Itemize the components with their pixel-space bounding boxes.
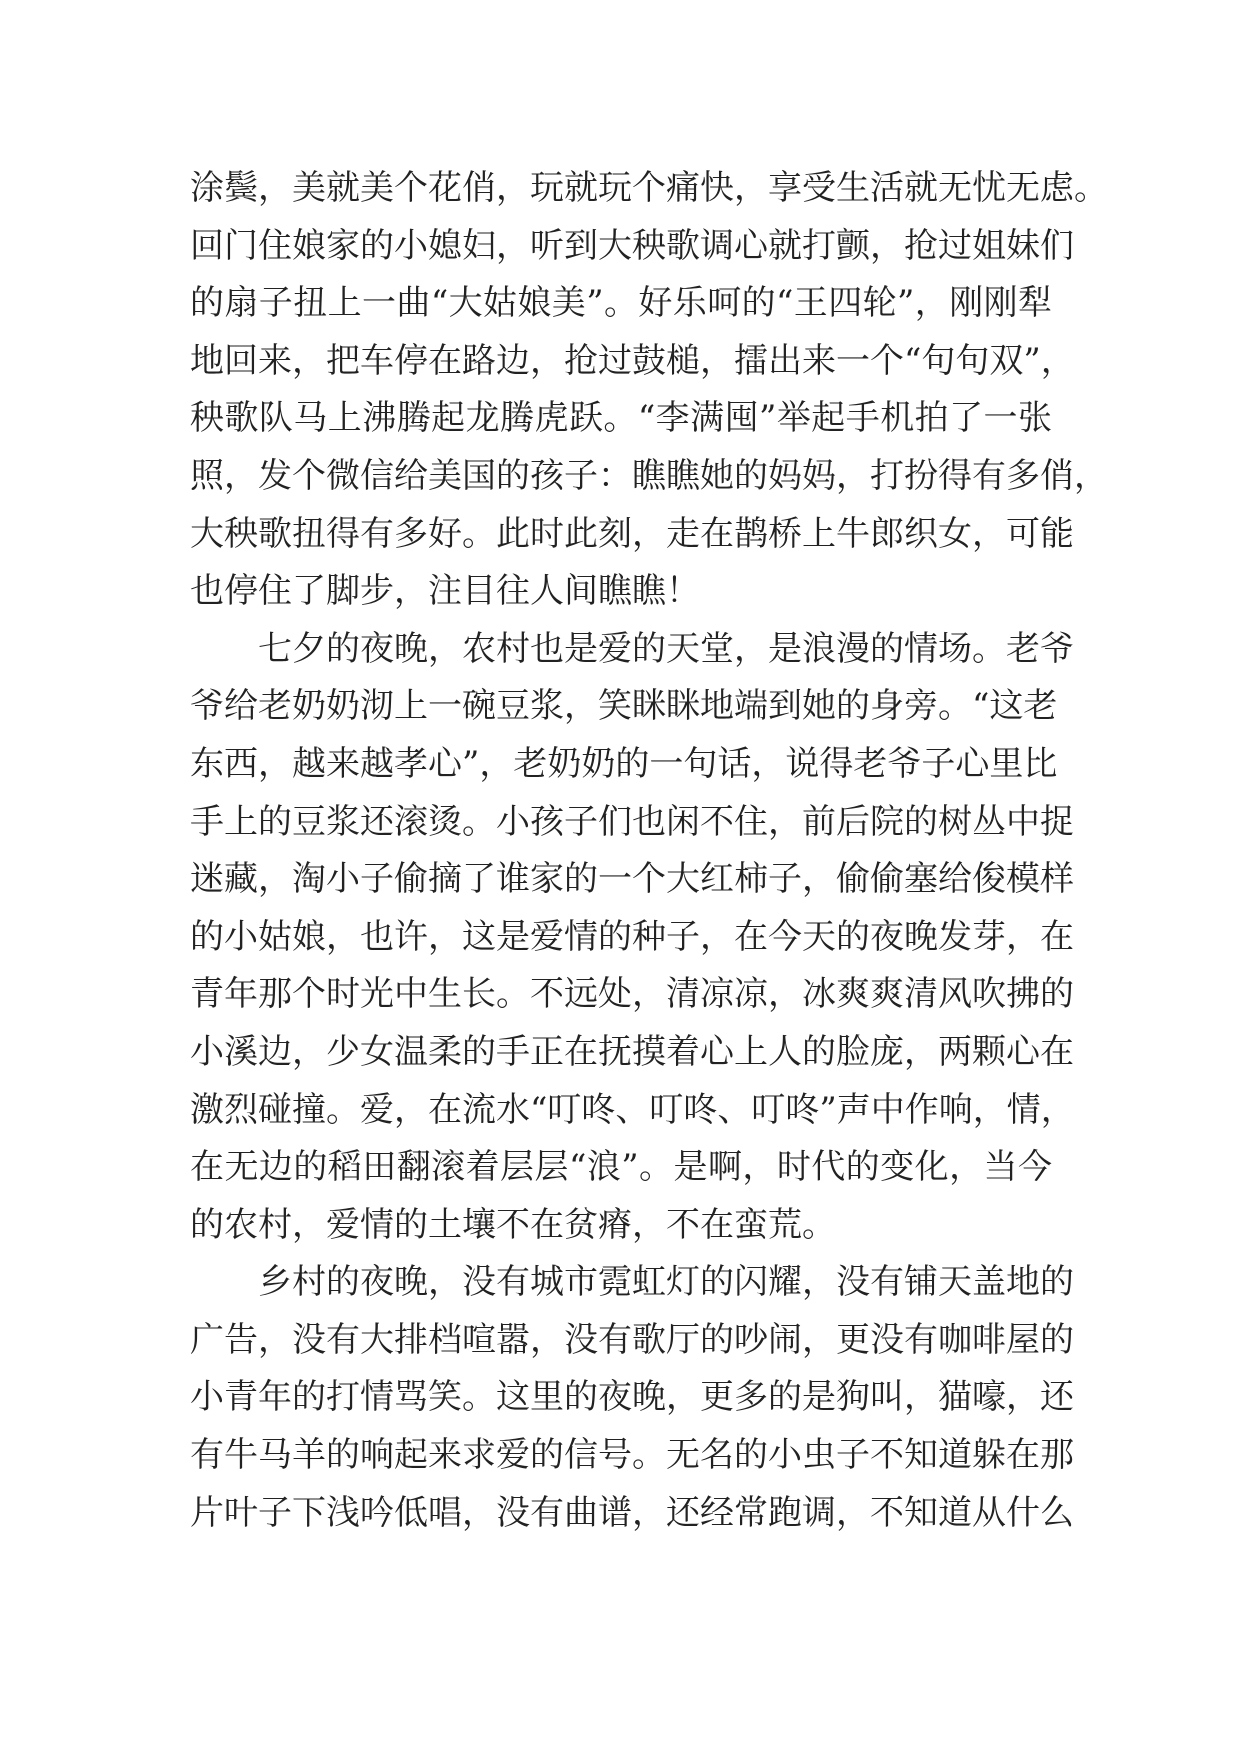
- paragraph-1-line-8: 也停住了脚步，注目往人间瞧瞧！: [190, 571, 700, 612]
- paragraph-3-line-4: 有牛马羊的响起来求爱的信号。无名的小虫子不知道躲在那: [190, 1435, 1074, 1476]
- paragraph-2-line-4: 手上的豆浆还滚烫。小孩子们也闲不住，前后院的树丛中捉: [190, 801, 1074, 842]
- paragraph-2-line-7: 青年那个时光中生长。不远处，清凉凉，冰爽爽清风吹拂的: [190, 974, 1074, 1015]
- body-text: [190, 160, 1108, 1542]
- paragraph-2-line-10: 在无边的稻田翻滚着层层“浪”。是啊，时代的变化，当今: [190, 1147, 1052, 1188]
- paragraph-3-line-2: 广告，没有大排档喧嚣，没有歌厅的吵闹，更没有咖啡屋的: [190, 1319, 1074, 1360]
- paragraph-2-line-2: 爷给老奶奶沏上一碗豆浆，笑眯眯地端到她的身旁。“这老: [190, 686, 1058, 727]
- paragraph-3-line-3: 小青年的打情骂笑。这里的夜晚，更多的是狗叫，猫嚎，还: [190, 1377, 1074, 1418]
- paragraph-2-line-5: 迷藏，淘小子偷摘了谁家的一个大红柿子，偷偷塞给俊模样: [190, 859, 1074, 900]
- paragraph-2-line-1: 七夕的夜晚，农村也是爱的天堂，是浪漫的情场。老爷: [258, 628, 1074, 669]
- paragraph-1-line-2: 回门住娘家的小媳妇，听到大秧歌调心就打颤，抢过姐妹们: [190, 225, 1074, 266]
- paragraph-3-line-5: 片叶子下浅吟低唱，没有曲谱，还经常跑调，不知道从什么: [190, 1492, 1074, 1533]
- paragraph-2-line-11: 的农村，爱情的土壤不在贫瘠，不在蛮荒。: [190, 1204, 836, 1245]
- paragraph-3-line-1: 乡村的夜晚，没有城市霓虹灯的闪耀，没有铺天盖地的: [258, 1262, 1074, 1303]
- paragraph-1-line-3: 的扇子扭上一曲“大姑娘美”。好乐呵的“王四轮”，刚刚犁: [190, 283, 1052, 324]
- paragraph-1-line-7: 大秧歌扭得有多好。此时此刻，走在鹊桥上牛郎织女，可能: [190, 513, 1074, 554]
- paragraph-2-line-8: 小溪边，少女温柔的手正在抚摸着心上人的脸庞，两颗心在: [190, 1031, 1074, 1072]
- paragraph-1-line-5: 秧歌队马上沸腾起龙腾虎跃。“李满囤”举起手机拍了一张: [190, 398, 1052, 439]
- paragraph-2-line-6: 的小姑娘，也许，这是爱情的种子，在今天的夜晚发芽，在: [190, 916, 1074, 957]
- paragraph-2-line-9: 激烈碰撞。爱，在流水“叮咚、叮咚、叮咚”声中作响，情，: [190, 1089, 1075, 1130]
- paragraph-2-line-3: 东西，越来越孝心”，老奶奶的一句话，说得老爷子心里比: [190, 743, 1058, 784]
- paragraph-1-line-1: 涂鬓，美就美个花俏，玩就玩个痛快，享受生活就无忧无虑。: [190, 168, 1108, 208]
- paragraph-1-line-6: 照，发个微信给美国的孩子：瞧瞧她的妈妈，打扮得有多俏，: [190, 455, 1108, 496]
- paragraph-1-line-4: 地回来，把车停在路边，抢过鼓槌，擂出来一个“句句双”，: [190, 340, 1075, 381]
